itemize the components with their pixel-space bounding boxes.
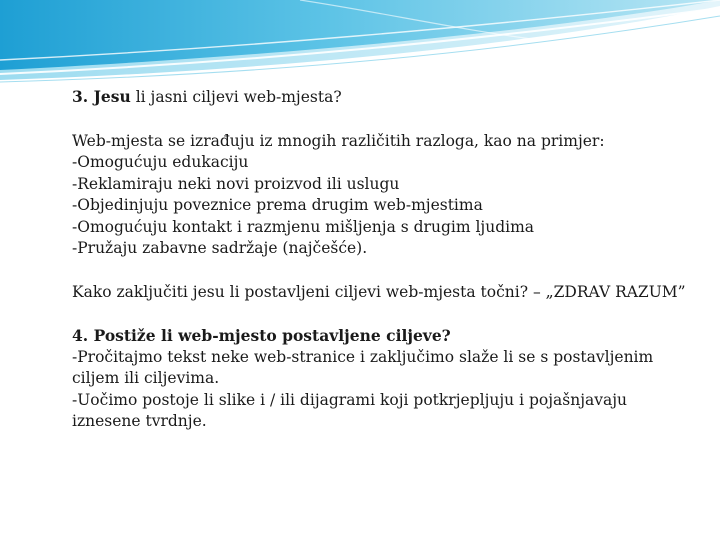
- list-item: -Omogućuju edukaciju: [72, 153, 249, 171]
- section4-line: -Uočimo postoje li slike i / ili dijagrami koji potkrjepljuju i pojašnjavaju: [72, 390, 628, 409]
- section4-line: -Pročitajmo tekst neke web-stranice i zaključimo slaže li se s postavljenim: [72, 347, 654, 366]
- section3-heading: [72, 86, 702, 109]
- section3-heading-rest: li jasni ciljevi web-mjesta?: [130, 88, 342, 106]
- list-item: -Objedinjuju poveznice prema drugim web-mjestima: [72, 196, 483, 214]
- section4-heading: 4. Postiže li web-mjesto postavljene ciljeve?: [72, 326, 451, 345]
- slide-content: [72, 86, 702, 433]
- header-wave-decoration: [0, 0, 720, 90]
- list-item: -Reklamiraju neki novi proizvod ili uslugu: [72, 174, 400, 193]
- section4-line: ciljem ili ciljevima.: [72, 369, 220, 387]
- section3-heading-bold: 3. Jesu: [72, 87, 131, 106]
- section3-question: Kako zaključiti jesu li postavljeni ciljevi web-mjesta točni? – „ZDRAV RAZUM”: [72, 282, 686, 301]
- section4-line: iznesene tvrdnje.: [72, 412, 207, 430]
- list-item: -Pružaju zabavne sadržaje (najčešće).: [72, 239, 368, 257]
- list-item: -Omogućuju kontakt i razmjenu mišljenja s drugim ljudima: [72, 217, 535, 236]
- section3-intro: Web-mjesta se izrađuju iz mnogih različitih razloga, kao na primjer:: [72, 131, 605, 150]
